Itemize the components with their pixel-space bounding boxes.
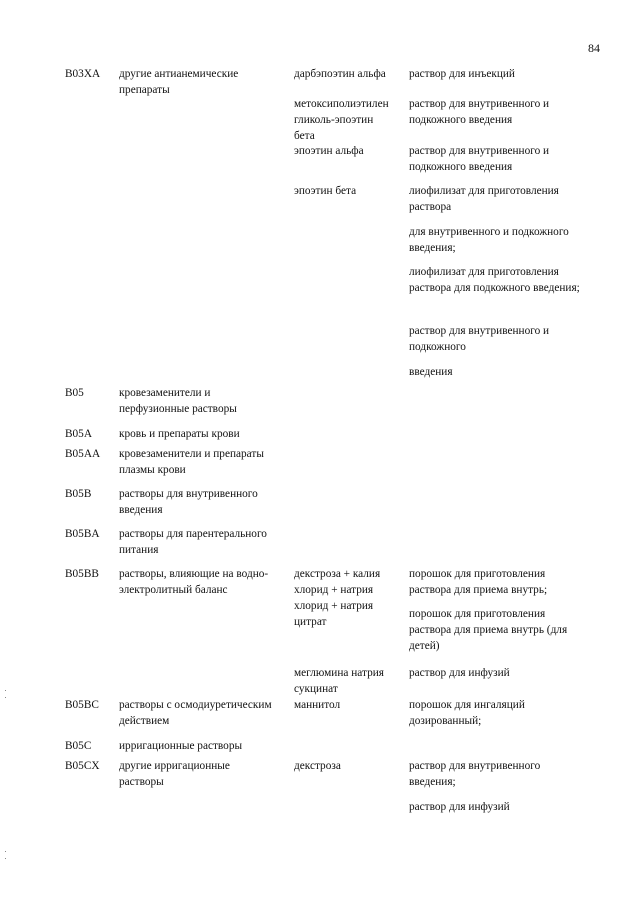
group-name: кровезаменители и препараты плазмы крови (119, 448, 264, 476)
drug-name: декстроза (294, 760, 341, 772)
page-number: 84 (588, 41, 600, 55)
atc-code: B05CX (65, 760, 100, 772)
drug-name: дарбэпоэтин альфа (294, 68, 386, 80)
dosage-form: раствор для инъекций (409, 68, 515, 80)
atc-code: B05A (65, 428, 92, 440)
scan-mark (5, 851, 6, 852)
drug-name: эпоэтин альфа (294, 145, 364, 157)
drug-name: декстроза + калия хлорид + натрия хлорид + натрия цитрат (294, 568, 381, 628)
group-name: другие антианемические препараты (119, 68, 239, 96)
group-name: ирригационные растворы (119, 740, 243, 752)
dosage-form: раствор для инфузий (409, 801, 510, 813)
group-name: растворы, влияющие на водно- электролитный баланс (119, 568, 269, 596)
dosage-form: раствор для внутривенного и подкожного введения (409, 145, 550, 173)
dosage-form: раствор для инфузий (409, 667, 510, 679)
group-name: другие ирригационные растворы (119, 760, 230, 788)
atc-code: B05BB (65, 568, 99, 580)
scan-mark (5, 858, 6, 859)
dosage-form: лиофилизат для приготовления раствора (409, 185, 559, 213)
group-name: растворы для внутривенного введения (119, 488, 258, 516)
drug-name: маннитол (294, 699, 341, 711)
dosage-form: порошок для приготовления раствора для приема внутрь; (409, 568, 548, 596)
atc-code: B05BC (65, 699, 99, 711)
dosage-form: раствор для внутривенного и подкожного введения (409, 98, 550, 126)
atc-code: B03XA (65, 68, 101, 80)
scan-mark (5, 697, 6, 698)
dosage-form: раствор для внутривенного и подкожного (409, 325, 550, 353)
atc-code: B05BA (65, 528, 100, 540)
dosage-form: порошок для приготовления раствора для приема внутрь (для детей) (409, 608, 568, 652)
atc-code: B05 (65, 387, 84, 399)
dosage-form: для внутривенного и подкожного введения; (409, 226, 569, 254)
group-name: растворы с осмодиуретическим действием (119, 699, 272, 727)
drug-name: меглюмина натрия сукцинат (294, 667, 384, 695)
dosage-form: введения (409, 366, 453, 378)
scan-mark (5, 690, 6, 691)
group-name: растворы для парентерального питания (119, 528, 267, 556)
dosage-form: лиофилизат для приготовления раствора для подкожного введения; (409, 266, 580, 294)
dosage-form: порошок для ингаляций дозированный; (409, 699, 525, 727)
drug-name: метоксиполиэтилен гликоль-эпоэтин бета (294, 98, 389, 142)
drug-name: эпоэтин бета (294, 185, 357, 197)
atc-code: B05B (65, 488, 92, 500)
group-name: кровь и препараты крови (119, 428, 240, 440)
group-name: кровезаменители и перфузионные растворы (119, 387, 237, 415)
atc-code: B05AA (65, 448, 101, 460)
dosage-form: раствор для внутривенного введения; (409, 760, 541, 788)
atc-code: B05C (65, 740, 92, 752)
